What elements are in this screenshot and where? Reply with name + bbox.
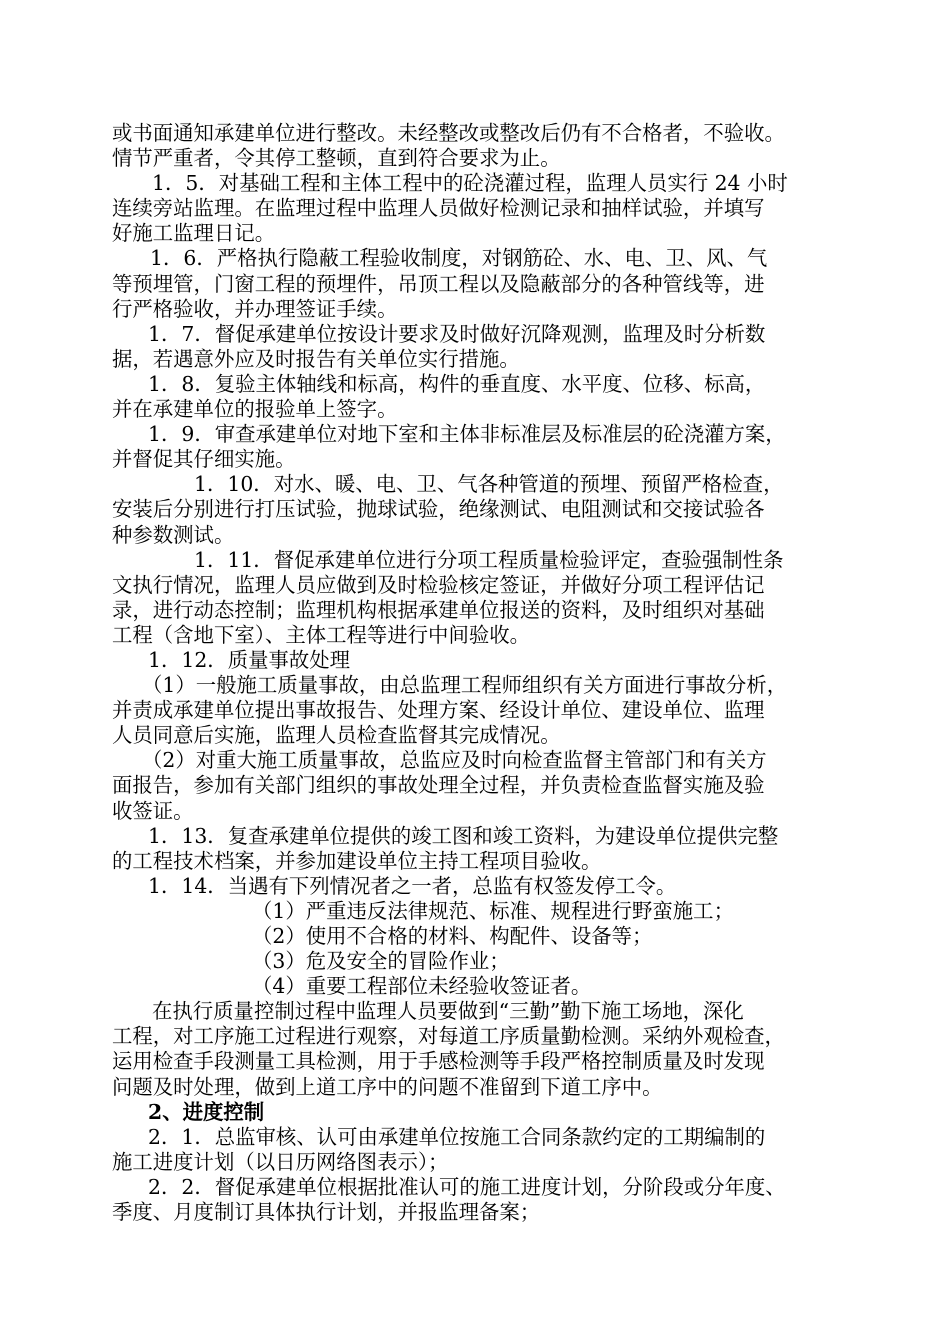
text-line: 在执行质量控制过程中监理人员要做到“三勤”勤下施工场地，深化 (152, 999, 744, 1024)
text-line: 工程，对工序施工过程进行观察，对每道工序质量勤检测。采纳外观检查， (112, 1024, 785, 1049)
text-line: 1．12．质量事故处理 (148, 647, 351, 672)
text-line: （2）使用不合格的材料、构配件、设备等； (252, 924, 653, 948)
text-line: 2．1．总监审核、认可由承建单位按施工合同条款约定的工期编制的 (148, 1124, 766, 1149)
text-line: 等预埋管，门窗工程的预埋件，吊顶工程以及隐蔽部分的各种管线等，进 (112, 271, 765, 296)
text-line: 季度、月度制订具体执行计划，并报监理备案； (112, 1200, 541, 1225)
text-line: 1．13．复查承建单位提供的竣工图和竣工资料，为建设单位提供完整 (148, 823, 779, 848)
text-line: 文执行情况，监理人员应做到及时检验核定签证，并做好分项工程评估记 (112, 572, 765, 597)
text-line: （1）一般施工质量事故，由总监理工程师组织有关方面进行事故分析， (142, 673, 788, 698)
text-line: 1．7．督促承建单位按设计要求及时做好沉降观测，监理及时分析数 (148, 321, 766, 346)
text-line: 人员同意后实施，监理人员检查监督其完成情况。 (112, 723, 561, 748)
text-line: 连续旁站监理。在监理过程中监理人员做好检测记录和抽样试验，并填写 (112, 196, 765, 221)
text-line: 并在承建单位的报验单上签字。 (112, 397, 398, 422)
text-line: 1．14．当遇有下列情况者之一者，总监有权签发停工令。 (148, 873, 677, 898)
text-line: 运用检查手段测量工具检测，用于手感检测等手段严格控制质量及时发现 (112, 1049, 765, 1074)
text-line: 行严格验收，并办理签证手续。 (112, 296, 398, 321)
text-line: 面报告，参加有关部门组织的事故处理全过程，并负责检查监督实施及验 (112, 773, 765, 798)
section-heading: 2、进度控制 (148, 1099, 265, 1124)
text-line: 并责成承建单位提出事故报告、处理方案、经设计单位、建设单位、监理 (112, 698, 765, 723)
text-line: 收签证。 (112, 798, 194, 823)
text-line: 1．9．审查承建单位对地下室和主体非标准层及标准层的砼浇灌方案， (148, 422, 786, 447)
text-line: 1．11．督促承建单位进行分项工程质量检验评定，查验强制性条 (194, 547, 784, 572)
text-line: （4）重要工程部位未经验收签证者。 (252, 974, 592, 999)
text-line: 录，进行动态控制；监理机构根据承建单位报送的资料，及时组织对基础 (112, 597, 765, 622)
document-body (112, 121, 852, 1225)
text-line: （3）危及安全的冒险作业； (252, 949, 510, 974)
text-line: 1．10．对水、暖、电、卫、气各种管道的预埋、预留严格检查， (194, 472, 784, 497)
text-line: 好施工监理日记。 (112, 221, 276, 246)
text-line: 并督促其仔细实施。 (112, 447, 296, 472)
text-line: 种参数测试。 (112, 522, 235, 547)
text-line: （1）严重违反法律规范、标准、规程进行野蛮施工； (252, 898, 734, 923)
text-line: 施工进度计划（以日历网络图表示）； (112, 1149, 449, 1174)
text-line: 2．2．督促承建单位根据批准认可的施工进度计划，分阶段或分年度、 (148, 1174, 786, 1199)
text-line: 1．8．复验主体轴线和标高，构件的垂直度、水平度、位移、标高， (148, 371, 766, 396)
text-line: （2）对重大施工质量事故，总监应及时向检查监督主管部门和有关方 (142, 748, 767, 773)
text-line: 或书面通知承建单位进行整改。未经整改或整改后仍有不合格者，不验收。 (112, 121, 785, 145)
text-line: 情节严重者，令其停工整顿，直到符合要求为止。 (112, 146, 561, 171)
text-line: 工程（含地下室）、主体工程等进行中间验收。 (112, 622, 531, 647)
text-line: 安装后分别进行打压试验，抛球试验，绝缘测试、电阻测试和交接试验各 (112, 497, 765, 522)
text-line: 1．6．严格执行隐蔽工程验收制度，对钢筋砼、水、电、卫、风、气 (150, 246, 768, 271)
text-line: 1．5．对基础工程和主体工程中的砼浇灌过程，监理人员实行 24 小时 (152, 171, 788, 196)
text-line: 问题及时处理，做到上道工序中的问题不准留到下道工序中。 (112, 1074, 663, 1099)
text-line: 据，若遇意外应及时报告有关单位实行措施。 (112, 346, 520, 371)
text-line: 的工程技术档案，并参加建设单位主持工程项目验收。 (112, 848, 602, 873)
